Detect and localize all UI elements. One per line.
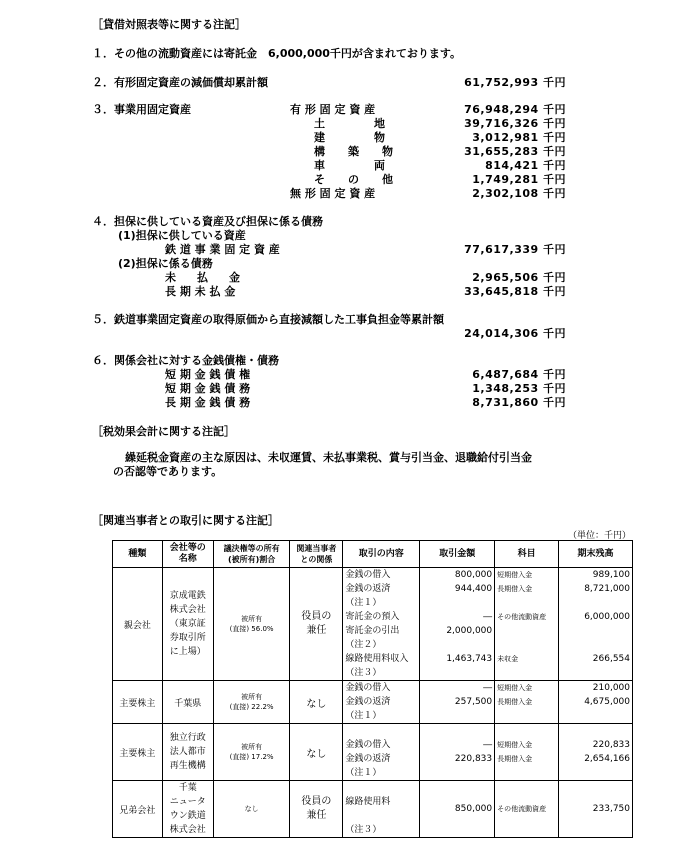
tax-text-line-2: の否認等であります。 [113,465,223,478]
bs-item-3-row-amount: 39,716,326 千円 [464,117,566,130]
cell-balance: 989,100 8,721,000 6,000,000 266,554 [559,568,633,681]
cell-name: 独立行政 法人都市 再生機構 [162,724,213,781]
header-amount: 取引金額 [420,541,495,568]
bs-item-5-label: ５．鉄道事業固定資産の取得原価から直接減額した工事負担金等累計額 [92,313,444,326]
cell-name: 千葉 ニュータ ウン鉄道 株式会社 [162,781,213,838]
bs-item-6-row-label: 短 期 金 銭 債 権 [165,368,251,381]
cell-account: その他流動資産 [495,781,559,838]
cell-type: 兄弟会社 [113,781,163,838]
bs-item-3-row-label: 土 地 [314,117,386,130]
cell-balance: 233,750 [559,781,633,838]
header-balance: 期末残高 [559,541,633,568]
cell-amount: 850,000 [420,781,495,838]
cell-account: 短期借入金 長期借入金 [495,681,559,724]
header-account: 科目 [495,541,559,568]
bs-item-3-row-amount: 2,302,108 千円 [472,187,566,200]
cell-contents: 線路使用料 （注３） [343,781,420,838]
bs-item-6-row-label: 長 期 金 銭 債 務 [165,396,251,409]
bs-item-4-sub1-amount: 77,617,339 千円 [464,243,566,256]
cell-relation: なし [290,681,343,724]
cell-balance: 220,833 2,654,166 [559,724,633,781]
tax-heading: ［税効果会計に関する注記］ [92,425,235,438]
bs-item-3-row-amount: 76,948,294 千円 [464,103,566,116]
bs-item-4-sub2: (2)担保に係る債務 [118,257,213,270]
bs-item-4-sub2-amount: 33,645,818 千円 [464,285,566,298]
cell-balance: 210,000 4,675,000 [559,681,633,724]
bs-item-4-sub2-item: 未 払 金 [165,271,245,284]
cell-contents: 金銭の借入 金銭の返済 （注１） [343,724,420,781]
bs-item-3-row-amount: 1,749,281 千円 [472,173,566,186]
cell-relation: 役員の 兼任 [290,781,343,838]
bs-item-3-row-amount: 814,421 千円 [485,159,566,172]
cell-account: 短期借入金 長期借入金 その他流動資産 未収金 [495,568,559,681]
bs-item-6-row-amount: 6,487,684 千円 [472,368,566,381]
table-row [113,724,633,781]
tax-text-line-1: 繰延税金資産の主な原因は、未収運賃、未払事業税、賞与引当金、退職給付引当金 [125,451,532,464]
bs-item-4-sub1: (1)担保に供している資産 [118,229,246,242]
bs-heading: ［貸借対照表等に関する注記］ [92,18,246,31]
cell-contents: 金銭の借入 金銭の返済 （注１） [343,681,420,724]
bs-item-1: １．その他の流動資産には寄託金 6,000,000千円が含まれております。 [92,47,462,60]
cell-type: 親会社 [113,568,163,681]
cell-name: 京成電鉄 株式会社 （東京証 券取引所 に上場） [162,568,213,681]
bs-item-4-label: ４．担保に供している資産及び担保に係る債務 [92,215,323,228]
header-ratio: 議決権等の所有 (被所有)割合 [213,541,290,568]
related-party-table [112,540,633,838]
bs-item-4-sub2-item: 長 期 未 払 金 [165,285,236,298]
table-row [113,681,633,724]
header-relation: 関連当事者 との関係 [290,541,343,568]
cell-contents: 金銭の借入 金銭の返済 （注１） 寄託金の預入 寄託金の引出 （注２） 線路使用料収入 （注３） [343,568,420,681]
bs-item-3-row-amount: 3,012,981 千円 [472,131,566,144]
cell-amount: ― 257,500 [420,681,495,724]
header-name: 会社等の 名称 [162,541,213,568]
cell-account: 短期借入金 長期借入金 [495,724,559,781]
table-header-row [113,541,633,568]
bs-item-3-row-label: 車 両 [314,159,386,172]
bs-item-6-label: ６．関係会社に対する金銭債権・債務 [92,354,279,367]
cell-ratio: 被所有 (直接) 56.0% [213,568,290,681]
cell-ratio: 被所有 (直接) 22.2% [213,681,290,724]
bs-item-6-row-label: 短 期 金 銭 債 務 [165,382,251,395]
bs-item-3-row-amount: 31,655,283 千円 [464,145,566,158]
bs-item-2-label: ２．有形固定資産の減価償却累計額 [92,76,268,89]
cell-ratio: 被所有 (直接) 17.2% [213,724,290,781]
header-contents: 取引の内容 [343,541,420,568]
bs-item-3-label: ３．事業用固定資産 [92,103,191,116]
bs-item-6-row-amount: 8,731,860 千円 [472,396,566,409]
cell-amount: ― 220,833 [420,724,495,781]
cell-amount: 800,000 944,400 ― 2,000,000 1,463,743 [420,568,495,681]
bs-item-6-row-amount: 1,348,253 千円 [472,382,566,395]
header-type: 種類 [113,541,163,568]
cell-name: 千葉県 [162,681,213,724]
rel-unit: （単位：千円） [567,531,631,541]
table-row [113,781,633,838]
bs-item-5-amount: 24,014,306 千円 [464,327,566,340]
bs-item-3-row-label: 構 築 物 [314,145,399,158]
bs-item-4-sub1-item: 鉄 道 事 業 固 定 資 産 [165,243,280,256]
cell-relation: 役員の 兼任 [290,568,343,681]
cell-type: 主要株主 [113,724,163,781]
bs-item-3-row-label: 建 物 [314,131,386,144]
bs-item-3-row-label: 無 形 固 定 資 産 [290,187,376,200]
cell-type: 主要株主 [113,681,163,724]
bs-item-2-amount: 61,752,993 千円 [464,76,566,89]
table-row [113,568,633,681]
bs-item-3-row-label: そ の 他 [314,173,399,186]
bs-item-3-row-label: 有 形 固 定 資 産 [290,103,376,116]
rel-heading: ［関連当事者との取引に関する注記］ [92,514,279,527]
cell-relation: なし [290,724,343,781]
cell-ratio: なし [213,781,290,838]
bs-item-4-sub2-amount: 2,965,506 千円 [472,271,566,284]
